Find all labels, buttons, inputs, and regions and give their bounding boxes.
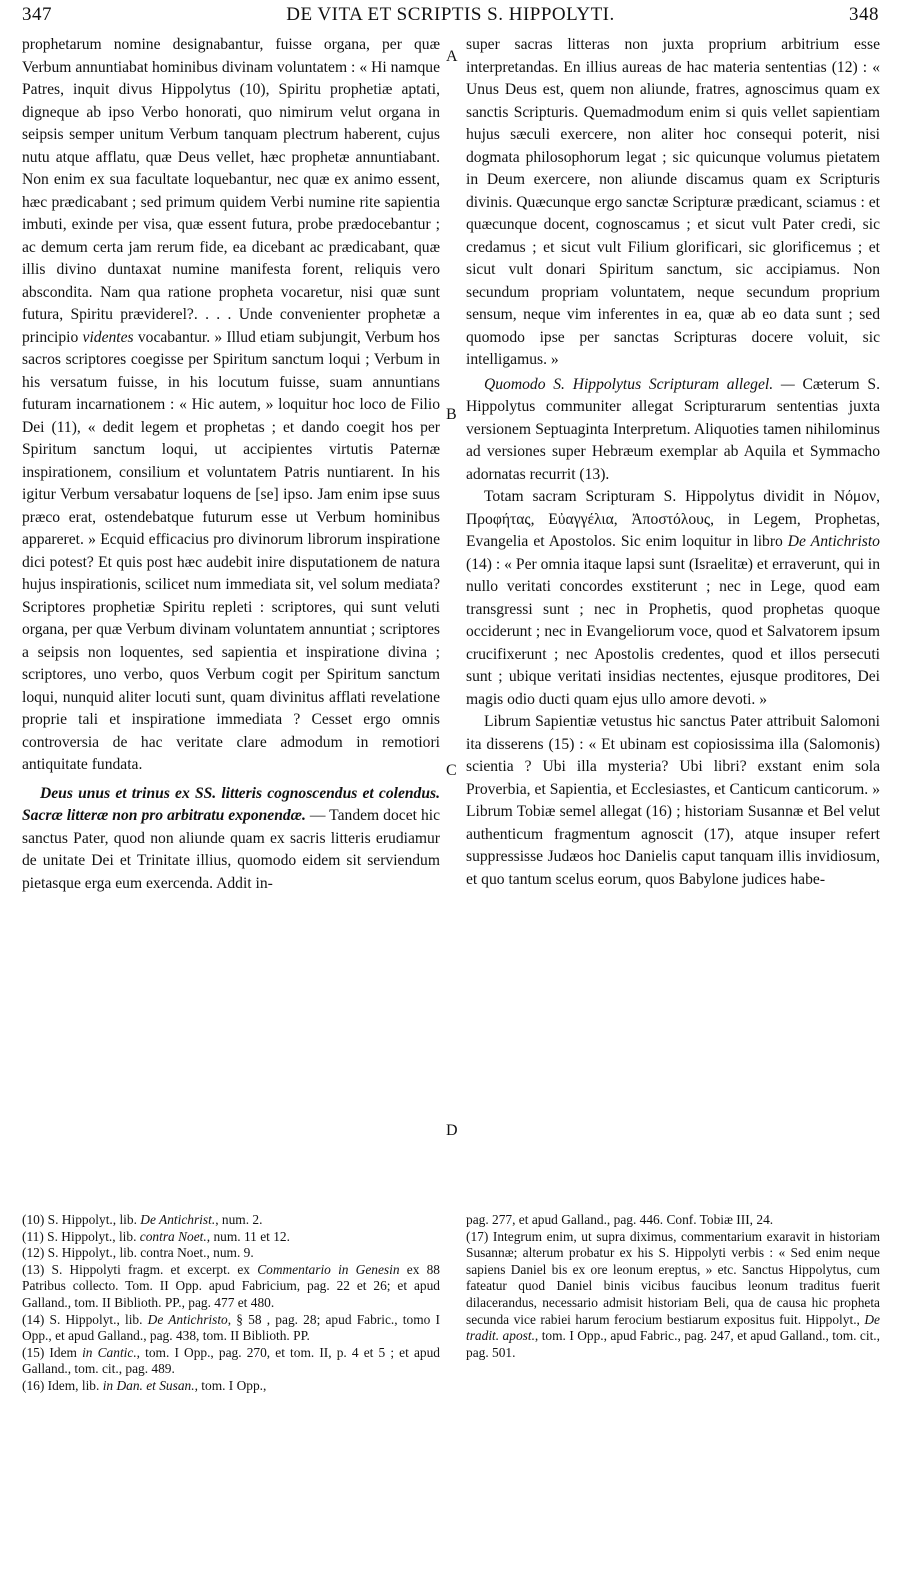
footnotes-right bbox=[466, 1212, 880, 1361]
right-rubric: Quomodo S. Hippolytus Scripturam allegel. — bbox=[484, 375, 795, 393]
footnote bbox=[22, 1245, 440, 1262]
footnote-text-tail: , tom. I Opp., apud Fabric., pag. 247, et apud Galland., tom. cit., pag. 501. bbox=[466, 1328, 881, 1360]
left-p1-text: prophetarum nomine designabantur, fuisse organa, per quæ Verbum annuntiabat hominibus divinam voluntatem : « Hi namque Patres, inquit divus Hippolytus (10), Spiritu prophetiæ aptati, digneque ab ipso Verbo honorati, quo nimirum velut organa in seipsis semper unitum Verbum tanquam plectrum haberent, cujus nutu atque afflatu, quæ Deus vellet, hæc prophetæ annuntiabant. Non enim ex sua facultate loquebantur, nec quæ ex animo essent, hæc prædicabant ; sed primum quidem Verbi numine rite sapientia imbuti, exinde per visa, quæ essent futura, probe prædocebantur ; ac demum certa jam rerum fide, ea dicebant ac prædicabant, quæ illis divino duntaxat numine manifesta forent, reliquis vero abscondita. Nam qua ratione propheta vocaretur, nisi quæ sunt futura, Spiritu præviderel?. . . . Unde convenienter prophetæ a principio bbox=[22, 36, 440, 346]
running-title: DE VITA ET SCRIPTIS S. HIPPOLYTI. bbox=[286, 4, 615, 25]
footnote-italic: De tradit. apost. bbox=[466, 1311, 880, 1344]
right-paragraph-1: super sacras litteras non juxta proprium arbitrium esse interpretandas. En illius aureas de hac materia sententias (12) : « Unus Deus est, quem non aliunde, fratres, agnoscimus quam ex sanctis Scripturis. Quemadmodum enim si quis vellet sapientiam hujus sæculi exercere, non aliter hoc consequi poterit, nisi dogmata philosophorum legat ; sic quicunque volumus pietatem in Deum exercere, non aliunde discamus quam ex Scripturis divinis. Quæcunque ergo sanctæ Scripturæ prædicant, sciamus : et quæcunque docent, cognoscamus ; et sicut vult Pater credi, sic credamus ; et sicut vult Filium glorificari, sic glorificemus ; et sicut vult donari Spiritum sanctum, sic accipiamus. Non secundum propriam voluntatem, neque secundum proprium sensum, neque vim inferentes in ea, quæ ab eo data sunt ; sed quomodo ipse per sanctas Scripturas docere voluit, sic intelligamus. » bbox=[466, 36, 880, 368]
right-p3-a: Totam sacram Scripturam S. Hippolytus dividit in Νόμον, Προφήτας, Εὐαγγέλια, Ἀποστόλους, in Legem, Prophetas, Evangelia et Apostolos. Sic enim loquitur in libro bbox=[466, 488, 880, 550]
footnote-text-tail: , tom. I Opp., bbox=[194, 1377, 267, 1393]
margin-marker-a: A bbox=[446, 48, 458, 65]
right-p3-italic: De Antichristo bbox=[787, 533, 880, 550]
running-header bbox=[22, 4, 879, 30]
footnote-text: (17) Integrum enim, ut supra diximus, commentarium exaravit in historiam Susannæ; alterum probatur ex his S. Hippolyti verbis : « Sed enim neque sapiens Daniel bis ex ore leonum ereptus, » etc. Sanctus Hippolytus, cum fateatur quod Daniel binis vicibus faucibus leonum traditus fuerit dilacerandus, necessario admisit historiam Beli, qua de causa hic propheta secunda vice rabiei harum ferocium bestiarum expositus fuit. Hippolyt., bbox=[466, 1228, 880, 1327]
footnote-italic: in Cantic. bbox=[82, 1344, 137, 1360]
footnote bbox=[22, 1378, 440, 1395]
footnote bbox=[22, 1229, 440, 1246]
right-p2-text: Cæterum S. Hippolytus communiter allegat Scripturarum sententias juxta versionem Septuaginta Interpretum. Aliquoties tamen nihilominus ad versiones super Hebræum exemplar ab Aquila et Symmacho adornatas recurrit (13). bbox=[466, 375, 880, 483]
footnote-text: (12) S. Hippolyt., lib. contra Noet., num. 9. bbox=[22, 1245, 254, 1261]
footnote bbox=[22, 1262, 440, 1312]
left-p2-text: — Tandem docet hic sanctus Pater, quod non aliunde quam ex sacris litteris erudiamur de unitate Dei et Trinitate illius, quomodo eidem sit serviendum pietasque erga eum exercenda. Addit in- bbox=[22, 807, 440, 892]
footnote bbox=[466, 1229, 880, 1362]
footnote-italic: in Dan. et Susan. bbox=[102, 1377, 195, 1393]
footnote-text: (11) S. Hippolyt., lib. bbox=[22, 1228, 140, 1244]
footnote bbox=[22, 1312, 440, 1345]
right-p3-b: (14) : « Per omnia itaque lapsi sunt (Israelitæ) et erraverunt, qui in nullo veritati concordes exstiterunt ; nec in Lege, quod eam transgressi sunt ; nec in Prophetis, quod prophetas quoque occiderunt ; nec in Evangeliorum voce, quod et Salvatorem ipsum crucifixerunt ; nec Apostolis credentes, quod et illos persecuti sunt ; ubique veritati insidias nectentes, ejusque proditores, Dei magis odio ducti quam ejus ullo amore devoti. » bbox=[466, 555, 880, 708]
footnote-text: (10) S. Hippolyt., lib. bbox=[22, 1212, 141, 1227]
right-paragraph-2 bbox=[466, 374, 880, 487]
footnote-text-tail: , tom. I Opp., pag. 270, et tom. II, p. 4 et 5 ; et apud Galland., tom. cit., pag. 489. bbox=[22, 1344, 440, 1377]
footnote-text: (16) Idem, lib. bbox=[22, 1377, 103, 1393]
right-column bbox=[466, 34, 880, 891]
margin-marker-b: B bbox=[446, 406, 457, 423]
footnote bbox=[466, 1212, 880, 1229]
margin-marker-d: D bbox=[446, 1122, 458, 1139]
footnote-text: (13) S. Hippolyti fragm. et excerpt. ex bbox=[22, 1261, 258, 1277]
right-paragraph-3 bbox=[466, 486, 880, 711]
left-paragraph-1 bbox=[22, 34, 440, 777]
footnote-italic: contra Noet. bbox=[139, 1228, 207, 1244]
left-p1-tail: vocabantur. » Illud etiam subjungit, Verbum hos sacros scriptores coegisse per Spiritum sanctum loqui ; Verbum in his versatum fuisse, in his locutum fuisse, suam annuntians futuram incarnationem : « Hic autem, » loquitur hoc loco de Filio Dei (11), « dedit legem et prophetas ; et dando coegit hos per Spiritum sanctum loqui, ut accipientes virtutis Paternæ inspirationem, consilium et voluntatem Patris nuntiarent. In his igitur Verbum versabatur loquens de [se] ipso. Jam enim ipse suus præco erat, ostendebatque futurum esse ut Verbum hominibus appareret. » Ecquid efficacius pro divinorum librorum inspiratione dici potest? Et quis post hæc audebit inire disputationem de natura hujus inspirationis, scilicet num immediata sit, vel solum mediata? Scriptores prophetiæ Spiritu repleti : scriptores, qui sunt veluti organa, per quæ Verbum divinam voluntatem annuntiat ; scriptores a seipsis non loquentes, sed sapientia et inspiratione divina ; scriptores, uno verbo, quos Verbum cogit per Spiritum sanctum loqui, nunquid aliter locuti sunt, quam divinitus afflati revelatione proprie tali et inspiratione immediata ? Cesset ergo omnis controversia de hac veritate clare admodum in remotiori antiquitate fundata. bbox=[22, 328, 440, 773]
left-column bbox=[22, 34, 440, 895]
left-p1-italic: videntes bbox=[82, 328, 134, 346]
footnote-italic: De Antichrist. bbox=[140, 1212, 216, 1227]
left-rubric: Deus unus et trinus ex SS. litteris cognoscendus et colendus. Sacræ litteræ non pro arbitratu exponendæ. bbox=[22, 784, 440, 824]
footnote-text: (14) S. Hippolyt., lib. bbox=[22, 1311, 148, 1327]
footnotes-left bbox=[22, 1212, 440, 1395]
margin-marker-c: C bbox=[446, 762, 457, 779]
footnote-text-tail: , § 58 , pag. 28; apud Fabric., tomo I Opp., et apud Galland., pag. 438, tom. II Biblioth. PP. bbox=[22, 1311, 440, 1344]
footnote-text-tail: , num. 2. bbox=[215, 1212, 263, 1227]
right-paragraph-4: Librum Sapientiæ vetustus hic sanctus Pater attribuit Salomoni ita disserens (15) : « Et ubinam est copiosissima illa (Salomonis) scientia ? Ubi illa mysteria? Ubi libri? exstant enim sola Proverbia, et Sapientia, et Ecclesiastes, et Canticum canticorum. » Librum Tobiæ semel allegat (16) ; historiam Susannæ et Bel velut authenticum fragmentum agnoscit (17), atque insuper refert suppressisse Judæos hoc Danielis caput tanquam illis invidiosum, et quo tantum scelus eorum, quos Babylone judices habe- bbox=[466, 713, 880, 888]
footnote bbox=[22, 1212, 440, 1229]
footnote-text-tail: , num. 11 et 12. bbox=[206, 1228, 290, 1244]
footnote bbox=[22, 1345, 440, 1378]
footnote-text: pag. 277, et apud Galland., pag. 446. Conf. Tobiæ III, 24. bbox=[466, 1212, 774, 1227]
footnote-italic: Commentario in Genesin bbox=[257, 1261, 400, 1277]
left-paragraph-2 bbox=[22, 783, 440, 896]
footnote-italic: De Antichristo bbox=[147, 1311, 228, 1327]
page-number-left: 347 bbox=[22, 4, 52, 25]
footnote-text: (15) Idem bbox=[22, 1344, 83, 1360]
page-number-right: 348 bbox=[849, 4, 879, 25]
footnote-text-tail: ex 88 Patribus collecto. Tom. II Opp. apud Fabricium, pag. 22 et 26; et apud Galland., tom. II Biblioth. PP., pag. 477 et 480. bbox=[22, 1261, 440, 1310]
